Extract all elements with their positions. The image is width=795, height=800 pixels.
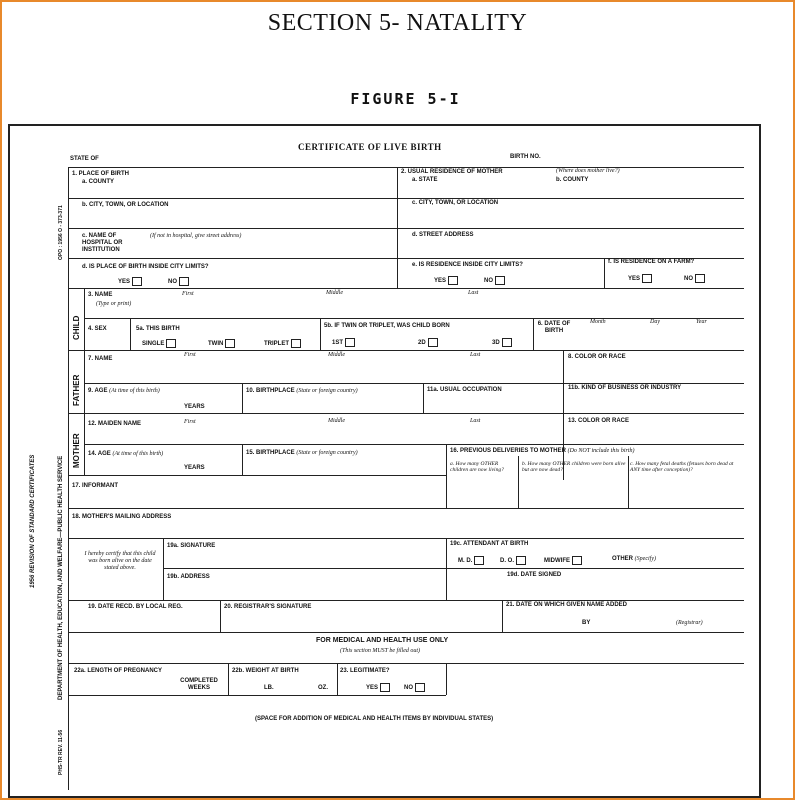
rule [337,663,338,695]
last-name-hint: Last [468,290,479,296]
rule [446,663,447,695]
field-1d-label: d. IS PLACE OF BIRTH INSIDE CITY LIMITS? [82,264,209,270]
field-16a-label: a. How many OTHER children are now living? [450,461,504,473]
rule [68,600,744,601]
rule [68,695,446,696]
form-number: PHS-TR REV. 11-56 [58,729,64,775]
rule [533,318,534,350]
rule [68,632,744,633]
rule [68,198,744,199]
certificate-title: CERTIFICATE OF LIVE BIRTH [298,142,442,152]
field-14-label: 14. AGE [88,451,111,457]
revision-note: 1956 REVISION OF STANDARD CERTIFICATES [30,454,36,588]
field-18-label: 18. MOTHER'S MAILING ADDRESS [72,514,172,520]
field-12-label: 12. MAIDEN NAME [88,421,142,427]
field-13-label: 13. COLOR OR RACE [568,418,630,424]
field-10-label: 10. BIRTHPLACE [246,388,295,394]
rule [320,318,321,350]
by-label: BY [582,620,591,626]
third-born-label: 3D [492,340,500,347]
rule [68,228,744,229]
field-2f-label: f. IS RESIDENCE ON A FARM? [608,259,695,265]
rule [220,600,221,632]
field-2c-label: c. CITY, TOWN, OR LOCATION [412,200,499,206]
date-received-label: 19. DATE RECD. BY LOCAL REG. [88,604,183,610]
no-checkbox[interactable] [495,276,505,285]
field-1a-label: a. COUNTY [82,179,115,185]
rule [68,167,744,168]
no-checkbox[interactable] [695,274,705,283]
field-22a-label: 22a. LENGTH OF PREGNANCY [74,668,163,674]
rule [163,538,164,600]
field-7-label: 7. NAME [88,356,113,362]
field-5a-label: 5a. THIS BIRTH [136,326,180,332]
rule [84,444,744,445]
single-checkbox[interactable] [166,339,176,348]
last-name-hint: Last [470,418,481,424]
field-2e-label: e. IS RESIDENCE INSIDE CITY LIMITS? [412,262,523,268]
rule [446,538,447,600]
no-label: NO [684,276,693,283]
print-note: OPO : 1956 O - 373-371 [58,205,64,260]
field-1c-note: (If not in hospital, give street address) [150,233,242,239]
field-21-label: 21. DATE ON WHICH GIVEN NAME ADDED [506,602,628,608]
mother-group-label: MOTHER [72,433,81,468]
years-label: YEARS [184,404,205,410]
field-8-label: 8. COLOR OR RACE [568,354,626,360]
department-note: DEPARTMENT OF HEALTH, EDUCATION, AND WELFARE—PUBLIC HEALTH SERVICE [58,455,64,700]
rule [68,538,744,539]
rule [604,258,605,288]
field-16-note: (Do NOT include this birth) [567,448,635,454]
field-10-note: (State or foreign country) [296,388,358,394]
first-born-checkbox[interactable] [345,338,355,347]
rule [628,456,629,508]
yes-checkbox[interactable] [132,277,142,286]
rule [242,444,243,475]
medical-section-title: FOR MEDICAL AND HEALTH USE ONLY [316,637,449,644]
field-23-label: 23. LEGITIMATE? [340,668,390,674]
field-11b-label: 11b. KIND OF BUSINESS OR INDUSTRY [568,385,682,391]
field-19b-label: 19b. ADDRESS [167,574,210,580]
field-2d-label: d. STREET ADDRESS [412,232,474,238]
field-16c-label: c. How many fetal deaths (fetuses born dead at ANY time after conception)? [630,461,734,473]
field-22b-label: 22b. WEIGHT AT BIRTH [232,668,299,674]
yes-label: YES [366,685,379,692]
field-15-label: 15. BIRTHPLACE [246,450,295,456]
field-17-label: 17. INFORMANT [72,483,119,489]
twin-checkbox[interactable] [225,339,235,348]
field-9-note: (At time of this birth) [109,388,160,394]
rule [68,413,744,414]
yes-label: YES [434,278,447,285]
middle-name-hint: Middle [326,290,343,296]
do-label: D. O. [500,558,515,565]
midwife-label: MIDWIFE [544,558,570,565]
rule [68,663,744,664]
rule [163,568,744,569]
yes-label: YES [628,276,641,283]
medical-section-note: (This section MUST be filled out) [340,648,421,654]
oz-label: OZ. [318,685,328,691]
field-4-label: 4. SEX [88,326,107,332]
md-checkbox[interactable] [474,556,484,565]
figure-label: FIGURE 5-I [350,90,461,108]
years-label: YEARS [184,465,205,471]
field-3-label: 3. NAME [88,292,113,298]
middle-name-hint: Middle [328,418,345,424]
do-checkbox[interactable] [516,556,526,565]
yes-checkbox[interactable] [642,274,652,283]
second-born-label: 2D [418,340,426,347]
rule [84,318,744,319]
first-born-label: 1ST [332,340,344,347]
rule [502,600,503,632]
rule [228,663,229,695]
certification-statement: I hereby certify that this child was born alive on the date stated above. [84,551,156,571]
yes-checkbox[interactable] [448,276,458,285]
second-born-checkbox[interactable] [428,338,438,347]
field-1-label: 1. PLACE OF BIRTH [72,171,130,177]
other-label: OTHER [612,556,633,562]
field-16-label: 16. PREVIOUS DELIVERIES TO MOTHER [450,448,566,454]
field-3-note: (Type or print) [96,301,132,307]
lb-label: LB. [264,685,274,691]
md-label: M. D. [458,558,473,565]
field-16b-label: b. How many OTHER children were born alive but are now dead? [522,461,626,473]
field-11a-label: 11a. USUAL OCCUPATION [427,387,502,393]
first-name-hint: First [184,352,196,358]
rule [423,383,424,413]
specify-note: (Specify) [634,556,656,562]
no-checkbox[interactable] [415,683,425,692]
child-group-label: CHILD [72,315,81,340]
father-group-label: FATHER [72,374,81,406]
rule [68,167,69,790]
year-hint: Year [696,319,707,325]
last-name-hint: Last [470,352,481,358]
rule [84,383,744,384]
field-19d-label: 19d. DATE SIGNED [507,572,562,578]
rule [130,318,131,350]
third-born-checkbox[interactable] [502,338,512,347]
day-hint: Day [650,319,660,325]
yes-checkbox[interactable] [380,683,390,692]
no-label: NO [404,685,413,692]
field-6-label: 6. DATE OF BIRTH [537,321,571,334]
rule [68,475,446,476]
middle-name-hint: Middle [328,352,345,358]
field-2b-label: b. COUNTY [556,177,589,183]
midwife-checkbox[interactable] [572,556,582,565]
no-label: NO [484,278,493,285]
field-1c-label: c. NAME OF HOSPITAL OR INSTITUTION [82,233,123,253]
rule [446,444,447,508]
field-2-note: (Where does mother live?) [556,168,620,174]
section-title: SECTION 5- NATALITY [267,10,528,36]
no-label: NO [168,279,177,286]
field-9-label: 9. AGE [88,388,108,394]
field-19c-label: 19c. ATTENDANT AT BIRTH [450,541,529,547]
rule [84,288,85,475]
rule [242,383,243,413]
no-checkbox[interactable] [179,277,189,286]
registrar-hint: (Registrar) [676,620,703,626]
completed-weeks-label: COMPLETED WEEKS [180,678,218,691]
rule [68,508,744,509]
triplet-checkbox[interactable] [291,339,301,348]
month-hint: Month [590,319,606,325]
additional-items-note: (SPACE FOR ADDITION OF MEDICAL AND HEALTH ITEMS BY INDIVIDUAL STATES) [255,716,494,722]
yes-label: YES [118,279,131,286]
field-1b-label: b. CITY, TOWN, OR LOCATION [82,202,169,208]
first-name-hint: First [184,419,196,425]
rule [518,456,519,508]
triplet-label: TRIPLET [264,341,289,348]
field-19a-label: 19a. SIGNATURE [167,543,216,549]
twin-label: TWIN [208,341,224,348]
field-20-label: 20. REGISTRAR'S SIGNATURE [224,604,312,610]
first-name-hint: First [182,291,194,297]
field-2-label: 2. USUAL RESIDENCE OF MOTHER [401,169,503,175]
field-15-note: (State or foreign country) [296,450,358,456]
state-of-label: STATE OF [70,156,99,162]
birth-no-label: BIRTH NO. [510,154,541,160]
field-2a-label: a. STATE [412,177,438,183]
field-5b-label: 5b. IF TWIN OR TRIPLET, WAS CHILD BORN [324,323,450,329]
rule [68,350,744,351]
single-label: SINGLE [142,341,165,348]
rule [68,288,744,289]
field-14-note: (At time of this birth) [112,451,164,457]
